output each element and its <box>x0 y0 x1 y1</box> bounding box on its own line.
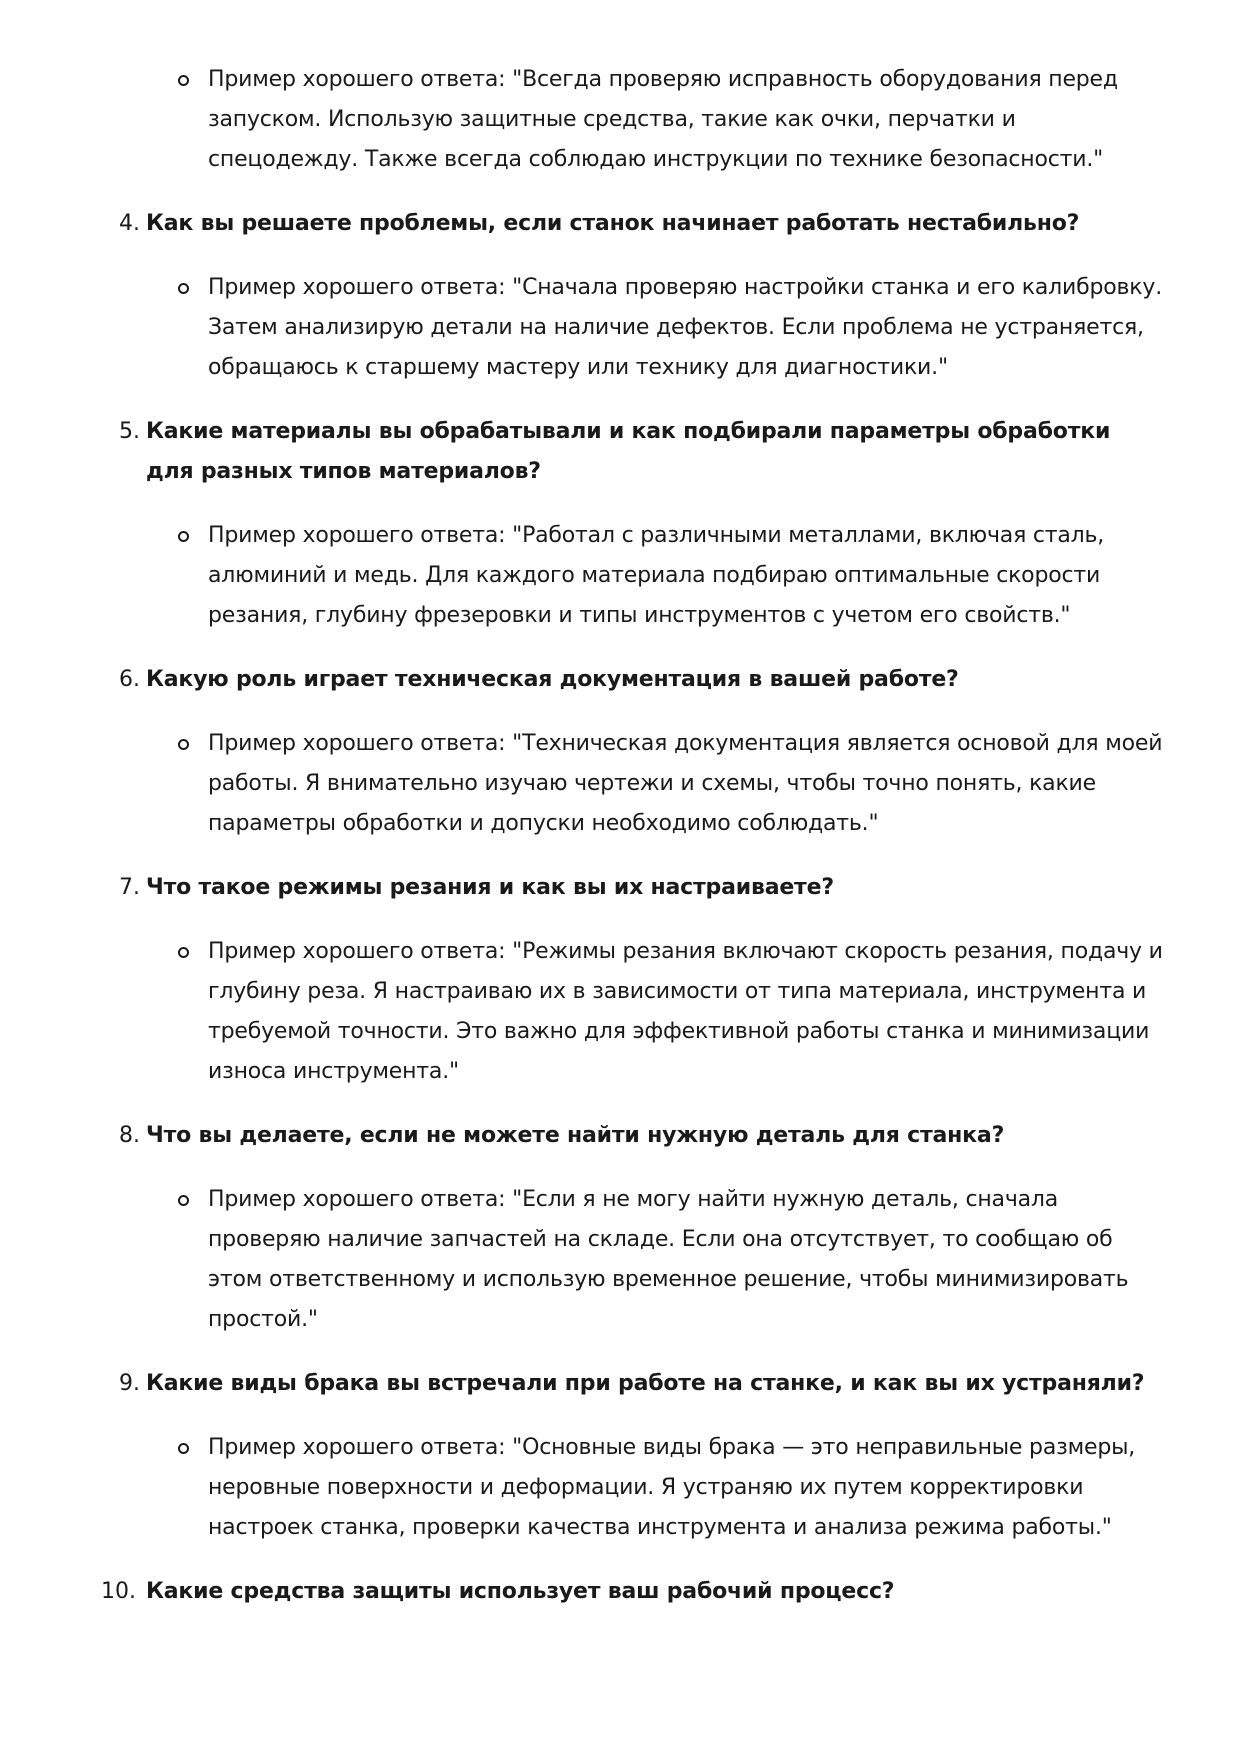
answer-3: Пример хорошего ответа: "Всегда проверяю исправность оборудования перед запуском. Использую защитные средства, такие как очки, перчатки и спецодежду. Также всегда соблюдаю инструкции по технике безопасности." <box>208 67 1118 172</box>
list-bullet <box>178 283 189 294</box>
answer-5: Пример хорошего ответа: "Работал с различными металлами, включая сталь, алюминий и медь. Для каждого материала подбираю оптимальные скорости резания, глубину фрезеровки и типы инструментов с учетом его свойств." <box>208 523 1105 628</box>
question-10: Какие средства защиты использует ваш рабочий процесс? <box>146 1579 895 1604</box>
question-number-7: 7. <box>119 875 140 900</box>
answer-6: Пример хорошего ответа: "Техническая документация является основой для моей работы. Я внимательно изучаю чертежи и схемы, чтобы точно понять, какие параметры обработки и допуски необходимо соблюдать." <box>208 731 1163 836</box>
list-bullet <box>178 739 189 750</box>
question-8: Что вы делаете, если не можете найти нужную деталь для станка? <box>146 1123 1005 1148</box>
question-7: Что такое режимы резания и как вы их настраиваете? <box>146 875 834 900</box>
answer-9: Пример хорошего ответа: "Основные виды брака — это неправильные размеры, неровные поверхности и деформации. Я устраняю их путем корректировки настроек станка, проверки качества инструмента и анализа режима работы." <box>208 1435 1136 1540</box>
question-number-8: 8. <box>119 1123 140 1148</box>
list-bullet <box>178 531 189 542</box>
question-number-9: 9. <box>119 1371 140 1396</box>
answer-7: Пример хорошего ответа: "Режимы резания включают скорость резания, подачу и глубину реза. Я настраиваю их в зависимости от типа материала, инструмента и требуемой точности. Это важно для эффективной работы станка и минимизации износа инструмента." <box>208 939 1163 1084</box>
question-number-5: 5. <box>119 419 140 444</box>
question-number-6: 6. <box>119 667 140 692</box>
list-bullet <box>178 1443 189 1454</box>
list-bullet <box>178 75 189 86</box>
question-number-10: 10. <box>101 1579 136 1604</box>
question-4: Как вы решаете проблемы, если станок начинает работать нестабильно? <box>146 211 1080 236</box>
answer-8: Пример хорошего ответа: "Если я не могу найти нужную деталь, сначала проверяю наличие запчастей на складе. Если она отсутствует, то сообщаю об этом ответственному и использую временное решение, чтобы минимизировать простой." <box>208 1187 1129 1332</box>
question-number-4: 4. <box>119 211 140 236</box>
question-9: Какие виды брака вы встречали при работе на станке, и как вы их устраняли? <box>146 1371 1145 1396</box>
answer-4: Пример хорошего ответа: "Сначала проверяю настройки станка и его калибровку. Затем анализирую детали на наличие дефектов. Если проблема не устраняется, обращаюсь к старшему мастеру или технику для диагностики." <box>208 275 1162 380</box>
list-bullet <box>178 1195 189 1206</box>
question-5: Какие материалы вы обрабатывали и как подбирали параметры обработки для разных типов материалов? <box>146 419 1111 484</box>
list-bullet <box>178 947 189 958</box>
question-6: Какую роль играет техническая документация в вашей работе? <box>146 667 959 692</box>
